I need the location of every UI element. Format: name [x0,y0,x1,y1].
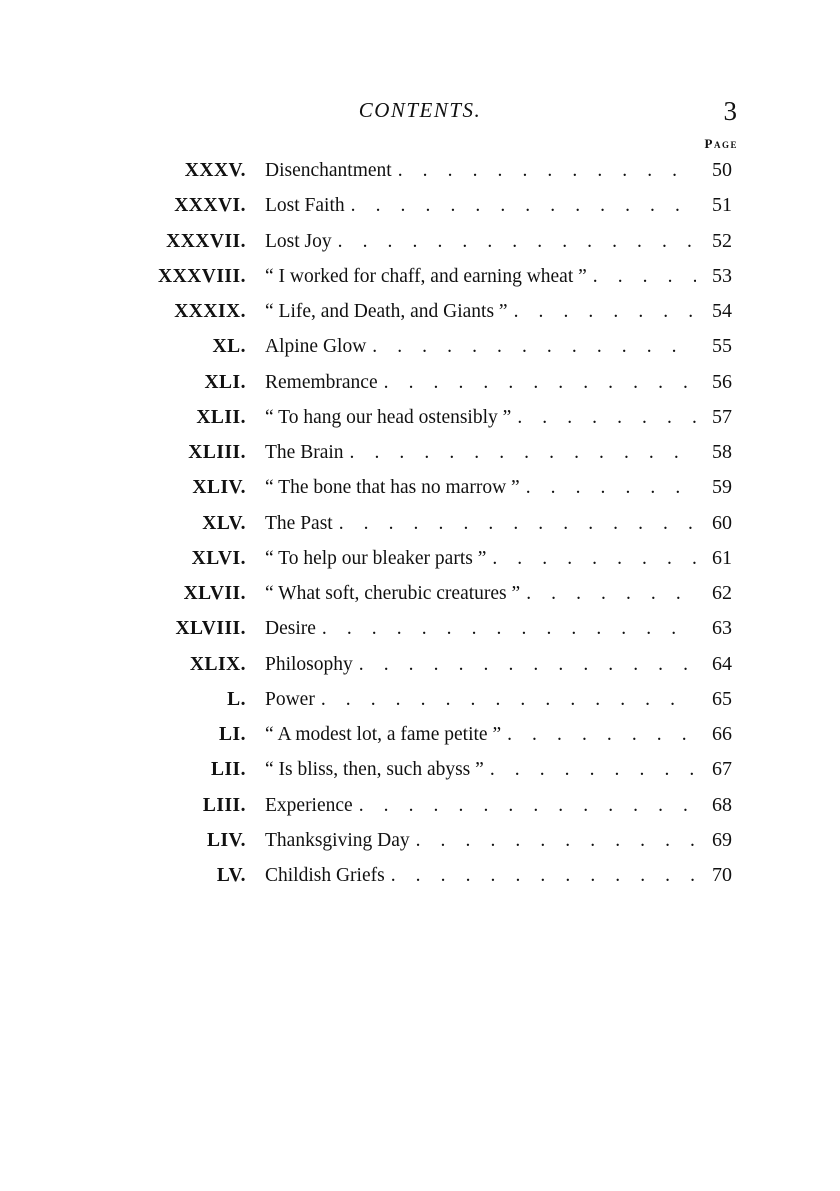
toc-numeral: LI. [219,724,246,745]
toc-entry-body [265,576,696,611]
dot-leader [351,188,696,223]
toc-entry-body [265,752,696,787]
toc-page-ref: 61 [712,546,732,569]
toc-numeral: L. [227,688,246,710]
toc-page-ref: 54 [712,300,732,322]
toc-numeral: LIV. [206,829,246,851]
toc-page-ref: 55 [712,335,732,358]
dot-leader [517,400,696,435]
toc-entry [0,576,840,611]
toc-entry-body [265,647,696,682]
dot-leader [593,259,696,294]
toc-entry-body [265,294,696,329]
dot-leader [350,435,696,470]
toc-entry-body [265,188,696,223]
toc-page-ref: 51 [712,194,732,217]
toc-page-ref: 53 [712,264,732,287]
toc-entry-body [265,470,696,505]
toc-title: “ Is bliss, then, such abyss ” [265,759,484,781]
toc-title: “ To help our bleaker parts ” [265,547,487,569]
toc-page-ref: 59 [712,476,732,499]
toc-title: “ A modest lot, a fame petite ” [265,724,502,745]
dot-leader [507,717,696,752]
toc-numeral: XLVI. [191,547,246,569]
toc-entry [0,470,840,505]
toc-entry-body [265,506,696,541]
dot-leader [322,611,696,646]
page-column-label: Page [704,136,738,151]
toc-numeral: XL. [212,336,246,358]
toc-title: “ Life, and Death, and Giants ” [265,301,508,322]
dot-leader [359,788,696,823]
toc-entry-body [265,153,696,188]
toc-title: Lost Joy [265,230,332,252]
toc-numeral: XLVII. [183,583,246,604]
toc-numeral: XLI. [204,371,246,393]
toc-numeral: XLV. [202,512,246,534]
toc-entry-body [265,611,696,646]
dot-leader [384,365,696,400]
toc-entry [0,647,840,682]
toc-entry-body [265,224,696,259]
toc-title: Disenchantment [265,160,392,181]
dot-leader [490,752,696,787]
toc-page-ref: 69 [712,828,732,851]
dot-leader [526,576,696,611]
toc-title: Lost Faith [265,195,345,217]
toc-entry [0,365,840,400]
toc-title: Childish Griefs [265,865,385,886]
toc-page-ref: 64 [712,652,732,675]
toc-entry [0,823,840,858]
toc-entry [0,400,840,435]
toc-entry-body [265,823,696,858]
toc-title: Thanksgiving Day [265,829,410,851]
toc-entry-body [265,717,696,752]
toc-entry-body [265,435,696,470]
toc-entry [0,224,840,259]
toc-numeral: LIII. [202,794,246,816]
toc-title: Power [265,688,315,710]
toc-entry [0,788,840,823]
toc-entry [0,682,840,717]
dot-leader [391,858,696,893]
toc-entry [0,329,840,364]
toc-entry-body [265,788,696,823]
toc-numeral: XXXIX. [174,301,246,322]
page-number: 3 [723,96,737,126]
toc-page-ref: 68 [712,793,732,816]
toc-title: The Brain [265,442,344,463]
toc-title: The Past [265,512,333,534]
toc-entry [0,858,840,893]
toc-entry [0,541,840,576]
toc-title: “ To hang our head ostensibly ” [265,406,512,428]
toc-title: “ I worked for chaff, and earning wheat ” [265,265,587,287]
running-title: CONTENTS. [358,98,482,122]
toc-entry [0,611,840,646]
toc-page-ref: 52 [712,229,732,252]
toc-numeral: XLIX. [189,653,246,675]
toc-numeral: XXXVIII. [158,265,246,287]
toc-numeral: XXXVII. [166,230,246,252]
toc-entry-body [265,858,696,893]
toc-title: Experience [265,794,353,816]
toc-entry [0,717,840,752]
toc-entry [0,188,840,223]
toc-page-ref: 66 [712,723,732,745]
toc-numeral: XLIII. [188,442,246,463]
toc-numeral: XXXV. [184,160,246,181]
dot-leader [492,541,696,576]
toc-entry [0,435,840,470]
dot-leader [416,823,696,858]
dot-leader [339,506,696,541]
dot-leader [321,682,696,717]
toc-entry [0,259,840,294]
toc-page-ref: 62 [712,582,732,604]
toc-page-ref: 70 [712,864,732,886]
dot-leader [398,153,696,188]
toc-numeral: XLII. [196,406,246,428]
toc-page-ref: 57 [712,405,732,428]
table-of-contents [0,153,840,893]
toc-title: “ The bone that has no marrow ” [265,477,520,499]
running-head [0,96,840,132]
toc-entry [0,294,840,329]
toc-numeral: LII. [210,759,246,781]
toc-entry-body [265,541,696,576]
toc-title: “ What soft, cherubic creatures ” [265,583,521,604]
toc-entry-body [265,259,696,294]
toc-page-ref: 63 [712,617,732,640]
toc-entry [0,153,840,188]
toc-entry [0,752,840,787]
toc-page-ref: 58 [712,441,732,463]
dot-leader [359,647,696,682]
toc-title: Alpine Glow [265,336,367,358]
toc-entry [0,506,840,541]
toc-numeral: XLVIII. [175,618,246,640]
toc-entry-body [265,682,696,717]
dot-leader [372,329,696,364]
toc-numeral: LV. [216,865,246,886]
toc-entry-body [265,329,696,364]
dot-leader [514,294,696,329]
toc-title: Desire [265,618,316,640]
toc-title: Philosophy [265,653,353,675]
toc-page-ref: 56 [712,370,732,393]
toc-entry-body [265,400,696,435]
toc-page-ref: 65 [712,687,732,710]
toc-page-ref: 50 [712,159,732,181]
toc-title: Remembrance [265,371,378,393]
dot-leader [526,470,696,505]
toc-numeral: XLIV. [192,477,246,499]
toc-numeral: XXXVI. [174,195,246,217]
toc-page-ref: 67 [712,758,732,781]
toc-page-ref: 60 [712,511,732,534]
dot-leader [338,224,696,259]
toc-entry-body [265,365,696,400]
